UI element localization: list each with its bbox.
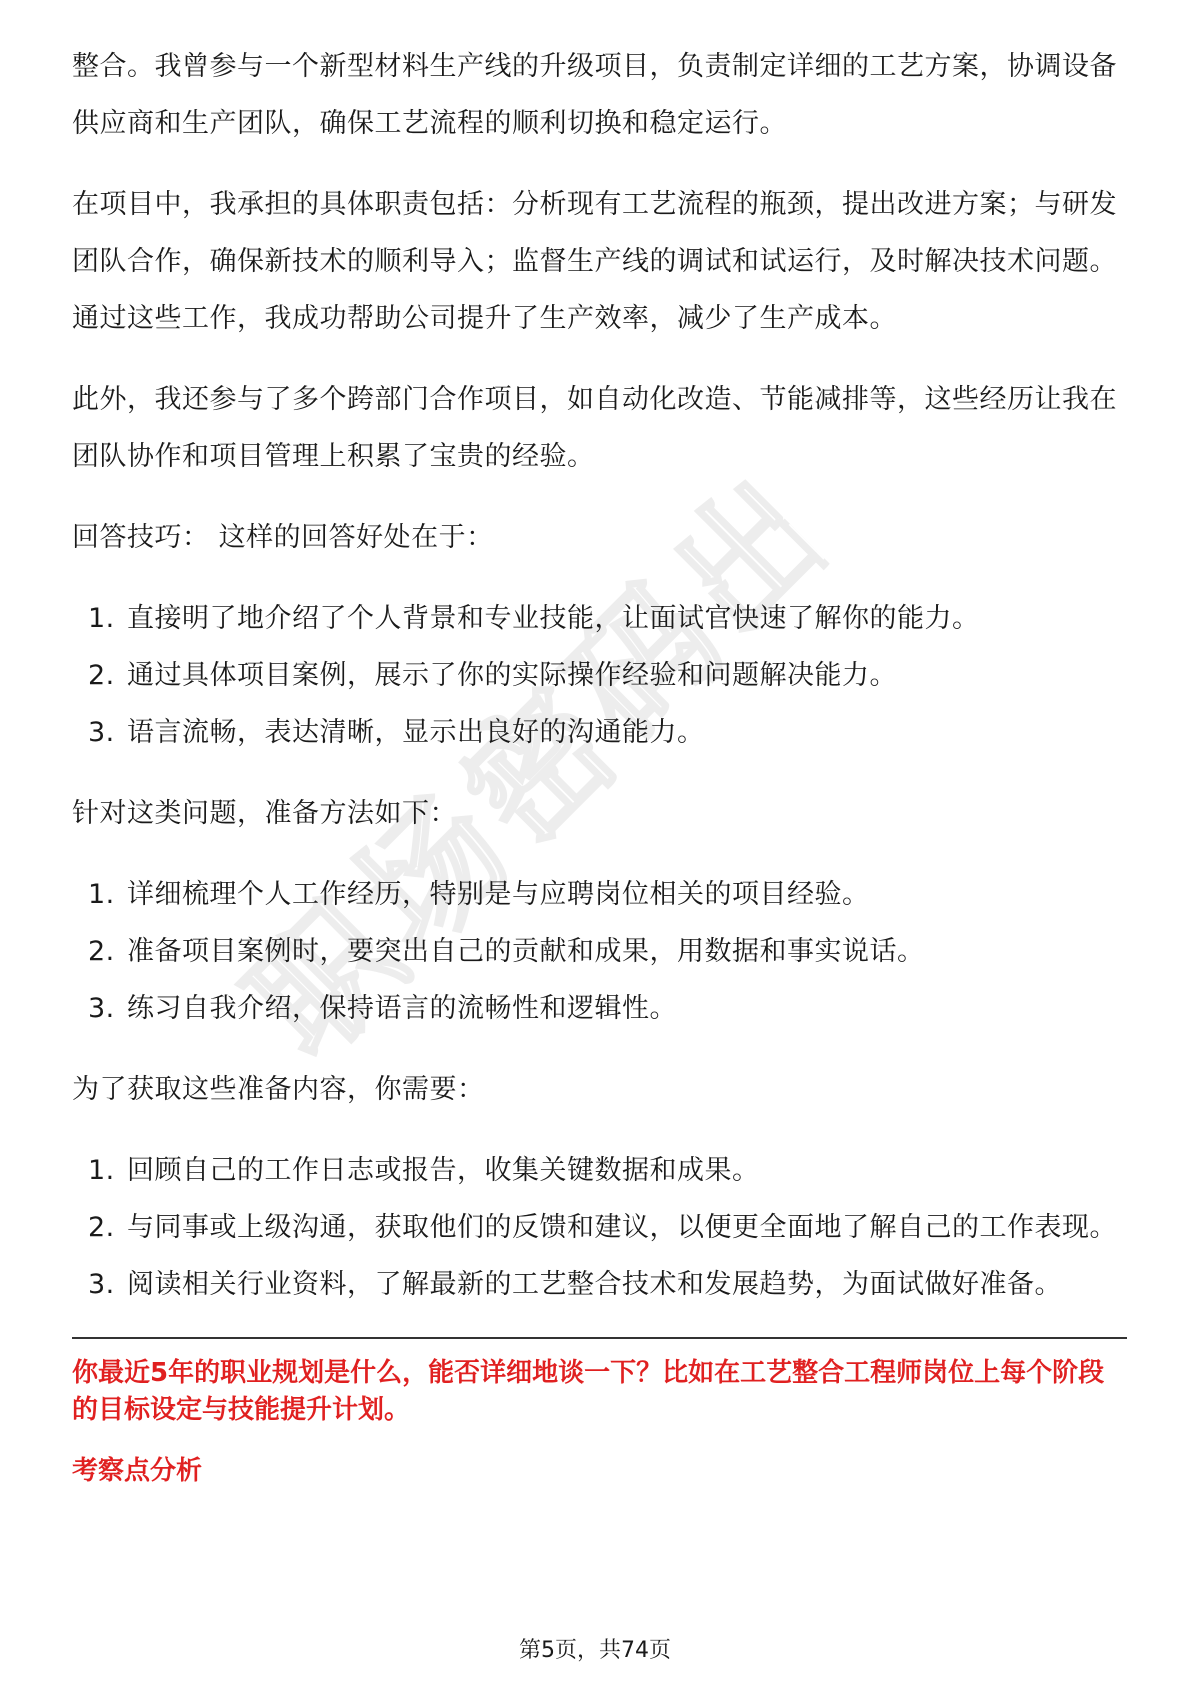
- list-item: 1. 详细梳理个人工作经历，特别是与应聘岗位相关的项目经验。: [88, 879, 870, 910]
- tips-intro: 回答技巧： 这样的回答好处在于：: [72, 522, 494, 553]
- paragraph-cross-department: 此外，我还参与了多个跨部门合作项目，如自动化改造、节能减排等，这些经历让我在团队协作和项目管理上积累了宝贵的经验。: [72, 384, 1117, 472]
- document-page: [72, 38, 1127, 1490]
- interview-question: 你最近5年的职业规划是什么，能否详细地谈一下？比如在工艺整合工程师岗位上每个阶段的目标设定与技能提升计划。: [72, 1358, 1105, 1425]
- prep-list: [72, 866, 1127, 1037]
- list-item: 2. 通过具体项目案例，展示了你的实际操作经验和问题解决能力。: [88, 660, 897, 691]
- svg-text:职场密码出品: 职场密码出品: [220, 455, 842, 1085]
- list-item: 2. 与同事或上级沟通，获取他们的反馈和建议，以便更全面地了解自己的工作表现。: [88, 1212, 1117, 1243]
- tips-list: [72, 590, 1127, 761]
- list-item: 2. 准备项目案例时，要突出自己的贡献和成果，用数据和事实说话。: [88, 936, 925, 967]
- section-heading: 考察点分析: [72, 1456, 203, 1486]
- section-divider: [72, 1337, 1127, 1339]
- gather-list: [72, 1142, 1127, 1313]
- gather-intro: 为了获取这些准备内容，你需要：: [72, 1074, 485, 1105]
- list-item: 3. 阅读相关行业资料，了解最新的工艺整合技术和发展趋势，为面试做好准备。: [88, 1269, 1062, 1300]
- paragraph-responsibilities: 在项目中，我承担的具体职责包括：分析现有工艺流程的瓶颈，提出改进方案；与研发团队合作，确保新技术的顺利导入；监督生产线的调试和试运行，及时解决技术问题。通过这些工作，我成功帮助公司提升了生产效率，减少了生产成本。: [72, 189, 1117, 334]
- prep-intro: 针对这类问题，准备方法如下：: [72, 798, 457, 829]
- list-item: 1. 直接明了地介绍了个人背景和专业技能，让面试官快速了解你的能力。: [88, 603, 980, 634]
- list-item: 3. 练习自我介绍，保持语言的流畅性和逻辑性。: [88, 993, 677, 1024]
- paragraph-project-intro: 整合。我曾参与一个新型材料生产线的升级项目，负责制定详细的工艺方案，协调设备供应商和生产团队，确保工艺流程的顺利切换和稳定运行。: [72, 51, 1117, 139]
- list-item: 1. 回顾自己的工作日志或报告，收集关键数据和成果。: [88, 1155, 760, 1186]
- page-number-footer: 第5页，共74页: [519, 1638, 671, 1663]
- list-item: 3. 语言流畅，表达清晰，显示出良好的沟通能力。: [88, 717, 705, 748]
